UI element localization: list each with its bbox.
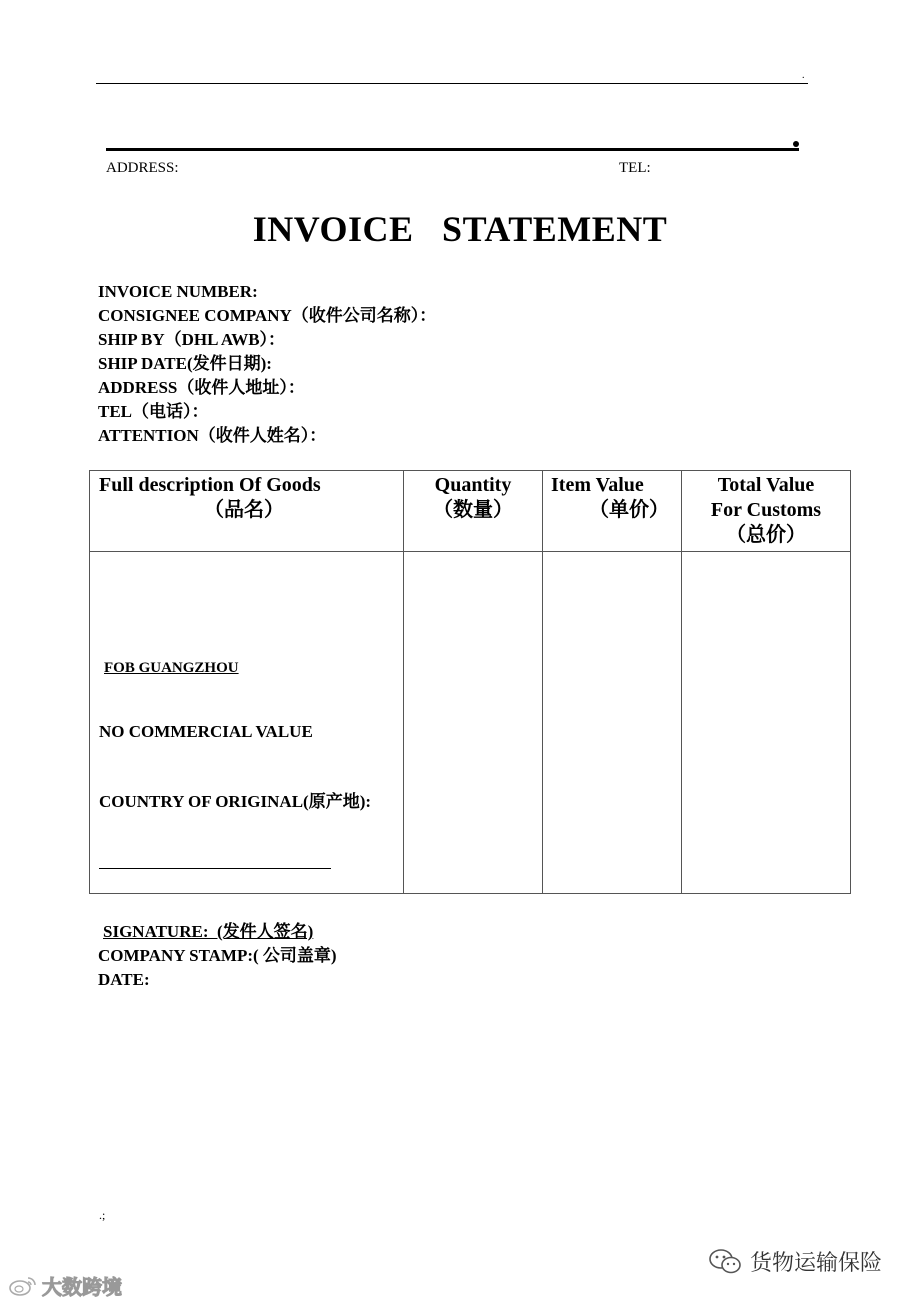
tel-label: TEL: (619, 160, 651, 176)
footer-mark: .; (99, 1208, 106, 1222)
watermark-left-text: 大数跨境 (42, 1275, 122, 1299)
header-item-value-cn: （单价） (589, 499, 669, 521)
header-description (90, 471, 404, 552)
field-invoice-number: INVOICE NUMBER: (98, 282, 258, 301)
signature-block (98, 920, 337, 992)
field-address: ADDRESS（收件人地址）： (98, 378, 305, 397)
watermark-left (8, 1271, 122, 1300)
header-description-cn: （品名） (204, 499, 284, 521)
weibo-icon (8, 1275, 38, 1297)
page-title: INVOICE STATEMENT (252, 209, 668, 249)
country-blank-line (99, 868, 331, 869)
fob-guangzhou: FOB GUANGZHOU (104, 660, 239, 676)
header-quantity-cn: （数量） (433, 499, 513, 521)
header-quantity-en: Quantity (434, 474, 512, 496)
header-total-value-cn: （总价） (726, 524, 806, 546)
field-ship-date: SHIP DATE(发件日期): (98, 354, 272, 373)
header-quantity (404, 471, 543, 552)
signature-label: SIGNATURE: (发件人签名) (103, 922, 314, 941)
quantity-cell (404, 552, 543, 894)
field-ship-by: SHIP BY（DHL AWB）： (98, 330, 286, 349)
table-row (90, 552, 851, 894)
header-total-value-en2: For Customs (710, 499, 822, 521)
header-rule (106, 148, 799, 151)
invoice-fields (98, 280, 436, 448)
no-commercial-value: NO COMMERCIAL VALUE (99, 722, 313, 741)
company-stamp-label: COMPANY STAMP:( 公司盖章) (98, 946, 337, 965)
header-item-value (543, 471, 682, 552)
total-value-cell (682, 552, 851, 894)
address-label: ADDRESS: (106, 160, 179, 176)
country-of-origin: COUNTRY OF ORIGINAL(原产地): (99, 792, 372, 811)
header-bullet (793, 141, 799, 147)
header-item-value-en: Item Value (551, 474, 644, 496)
wechat-icon (708, 1248, 742, 1276)
item-value-cell (543, 552, 682, 894)
field-tel: TEL（电话）： (98, 402, 209, 421)
field-consignee-company: CONSIGNEE COMPANY（收件公司名称）： (98, 306, 437, 325)
header-total-value (682, 471, 851, 552)
watermark-right-text: 货物运输保险 (750, 1251, 883, 1276)
top-dot: . (802, 70, 805, 81)
description-cell (90, 552, 404, 894)
table-header-row (90, 471, 851, 552)
date-label: DATE: (98, 970, 150, 989)
field-attention: ATTENTION（收件人姓名）： (98, 426, 327, 445)
watermark-right (708, 1246, 882, 1277)
top-rule (96, 83, 808, 84)
header-total-value-en1: Total Value (717, 474, 815, 496)
header-description-en: Full description Of Goods (99, 474, 321, 496)
goods-table (89, 470, 851, 894)
